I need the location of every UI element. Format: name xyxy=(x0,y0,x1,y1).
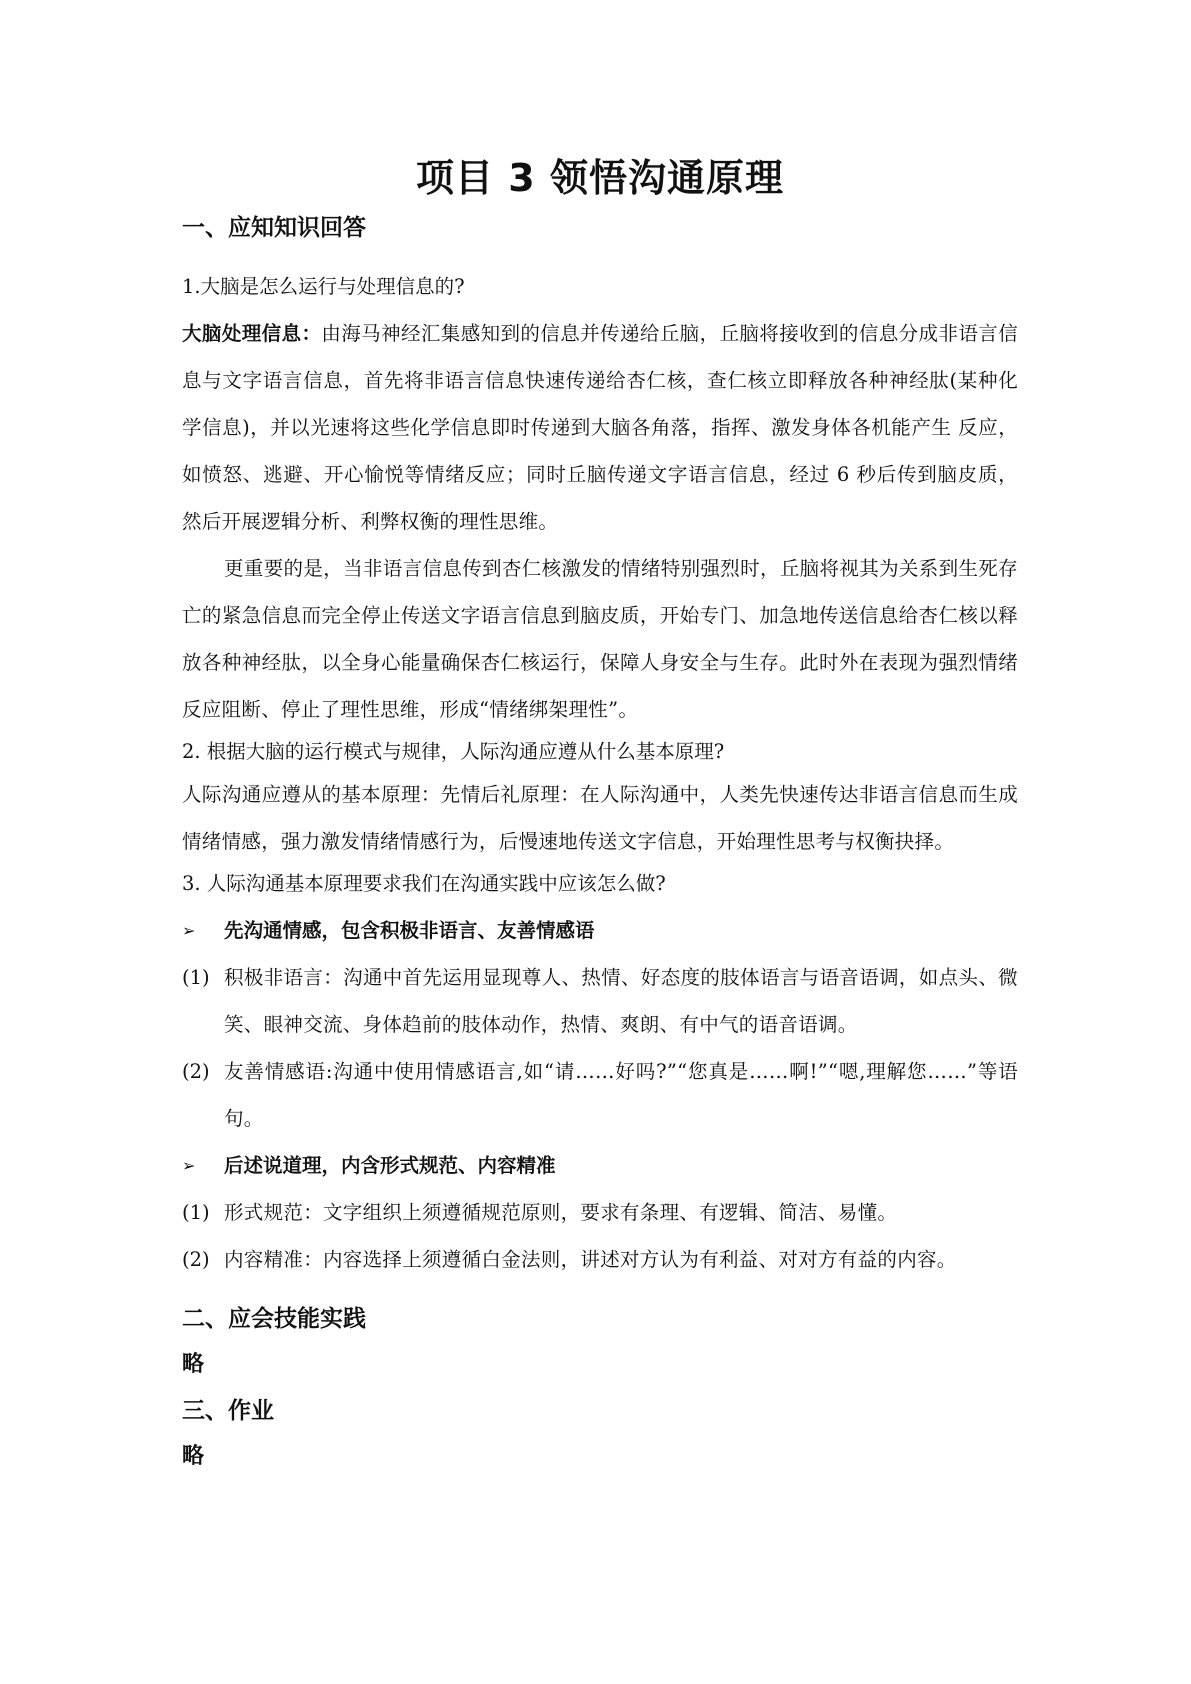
arrowhead-bullet-icon: ➢ xyxy=(182,1156,196,1175)
section-skills-text: 略 xyxy=(182,1352,205,1377)
arrowhead-bullet-icon: ➢ xyxy=(182,921,196,940)
bullet-emotion-first xyxy=(182,907,1018,954)
section-homework-text: 略 xyxy=(182,1444,205,1469)
question-3: 3. 人际沟通基本原理要求我们在沟通实践中应该怎么做? xyxy=(182,872,666,895)
answer-1-paragraph-2: 更重要的是，当非语言信息传到杏仁核激发的情绪特别强烈时，丘脑将视其为关系到生死存亡的紧急信息而完全停止传送文字语言信息到脑皮质，开始专门、加急地传送信息给杏仁核以释放各种神经肽，以全身心能量确保杏仁核运行，保障人身安全与生存。此时外在表现为强烈情绪反应阻断、停止了理性思维，形成“情绪绑架理性”。 xyxy=(182,557,1018,721)
list-item-number: (2) xyxy=(182,1060,210,1083)
answer-2: 人际沟通应遵从的基本原理：先情后礼原理：在人际沟通中，人类先快速传达非语言信息而生成情绪情感，强力激发情绪情感行为，后慢速地传送文字信息，开始理性思考与权衡抉择。 xyxy=(182,783,1018,853)
list-item xyxy=(182,954,1018,1048)
list-item-text: 友善情感语:沟通中使用情感语言,如“请……好吗?”“您真是……啊!”“嗯,理解您……”等语句。 xyxy=(224,1060,1018,1130)
list-item xyxy=(182,1236,1018,1283)
bullet-reason-after xyxy=(182,1142,1018,1189)
list-item xyxy=(182,1189,1018,1236)
list-item-text: 积极非语言：沟通中首先运用显现尊人、热情、好态度的肢体语言与语音语调，如点头、微笑、眼神交流、身体趋前的肢体动作，热情、爽朗、有中气的语音语调。 xyxy=(224,966,1018,1036)
bullet-emotion-first-label: 先沟通情感，包含积极非语言、友善情感语 xyxy=(224,919,595,942)
list-item-number: (2) xyxy=(182,1248,210,1271)
question-2: 2. 根据大脑的运行模式与规律，人际沟通应遵从什么基本原理? xyxy=(182,740,725,763)
bullet-reason-after-label: 后述说道理，内含形式规范、内容精准 xyxy=(224,1154,556,1177)
list-item-text: 形式规范：文字组织上须遵循规范原则，要求有条理、有逻辑、简洁、易懂。 xyxy=(224,1201,898,1224)
section-heading-skills: 二、应会技能实践 xyxy=(182,1306,366,1332)
answer-1 xyxy=(182,310,1018,545)
document-content xyxy=(182,148,1018,1473)
section-heading-knowledge: 一、应知知识回答 xyxy=(182,215,366,241)
list-item-number: (1) xyxy=(182,966,210,989)
list-item-number: (1) xyxy=(182,1201,210,1224)
answer-1-lead: 大脑处理信息： xyxy=(182,322,322,345)
question-1: 1.大脑是怎么运行与处理信息的? xyxy=(182,275,465,298)
answer-1-text: 由海马神经汇集感知到的信息并传递给丘脑，丘脑将接收到的信息分成非语言信息与文字语言信息，首先将非语言信息快速传递给杏仁核，查仁核立即释放各种神经肽(某种化学信息)，并以光速将这些化学信息即时传递到大脑各角落，指挥、激发身体各机能产生 反应，如愤怒、逃避、开心愉悦等情绪反应；同时丘脑传递文字语言信息，经过 6 秒后传到脑皮质，然后开展逻辑分析、利弊权衡的理性思维。 xyxy=(182,322,1018,533)
page-title: 项目 3 领悟沟通原理 xyxy=(416,156,784,200)
section-heading-homework: 三、作业 xyxy=(182,1398,274,1424)
list-item xyxy=(182,1048,1018,1142)
list-item-text: 内容精准：内容选择上须遵循白金法则，讲述对方认为有利益、对对方有益的内容。 xyxy=(224,1248,957,1271)
